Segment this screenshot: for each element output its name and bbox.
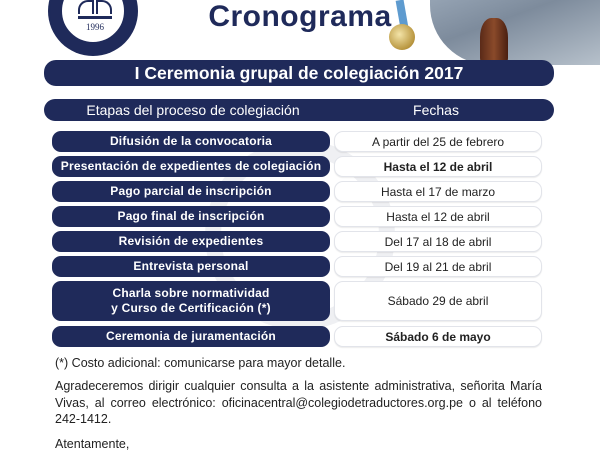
date-cell: Hasta el 12 de abril: [334, 156, 542, 177]
stage-cell: Entrevista personal: [52, 256, 330, 277]
stage-line-1: Charla sobre normatividad: [112, 286, 270, 300]
stage-cell: [52, 281, 330, 321]
date-cell: A partir del 25 de febrero: [334, 131, 542, 152]
table-row: [52, 231, 542, 252]
table-row: [52, 206, 542, 227]
table-row: [52, 131, 542, 152]
stage-cell: Pago parcial de inscripción: [52, 181, 330, 202]
table-header: [44, 99, 554, 121]
date-cell: Hasta el 17 de marzo: [334, 181, 542, 202]
date-cell: Del 19 al 21 de abril: [334, 256, 542, 277]
stage-cell: Revisión de expedientes: [52, 231, 330, 252]
table-row: [52, 156, 542, 177]
date-cell: Sábado 6 de mayo: [334, 326, 542, 347]
event-banner: I Ceremonia grupal de colegiación 2017: [44, 60, 554, 86]
cost-note: (*) Costo adicional: comunicarse para mayor detalle.: [55, 356, 346, 370]
header-date: Fechas: [413, 102, 459, 118]
page-title: Cronograma: [208, 0, 392, 33]
stage-cell: Presentación de expedientes de colegiación: [52, 156, 330, 177]
table-row: [52, 326, 542, 347]
contact-paragraph: Agradeceremos dirigir cualquier consulta a la asistente administrativa, señorita María Vivas, al correo electrónico: oficinacentral@colegiodetraductores.org.pe o al teléfono 242-1412.: [55, 379, 542, 426]
stage-line-2: y Curso de Certificación (*): [111, 301, 271, 315]
stage-cell: Ceremonia de juramentación: [52, 326, 330, 347]
stage-cell: Pago final de inscripción: [52, 206, 330, 227]
date-cell: Hasta el 12 de abril: [334, 206, 542, 227]
date-cell: Sábado 29 de abril: [334, 281, 542, 321]
table-row: [52, 281, 542, 321]
stage-cell: Difusión de la convocatoria: [52, 131, 330, 152]
header-stage: Etapas del proceso de colegiación: [86, 102, 300, 118]
table-row: [52, 181, 542, 202]
table-row: [52, 256, 542, 277]
date-cell: Del 17 al 18 de abril: [334, 231, 542, 252]
closing-text: Atentamente,: [55, 437, 130, 451]
seal-year: 1996: [86, 22, 104, 32]
